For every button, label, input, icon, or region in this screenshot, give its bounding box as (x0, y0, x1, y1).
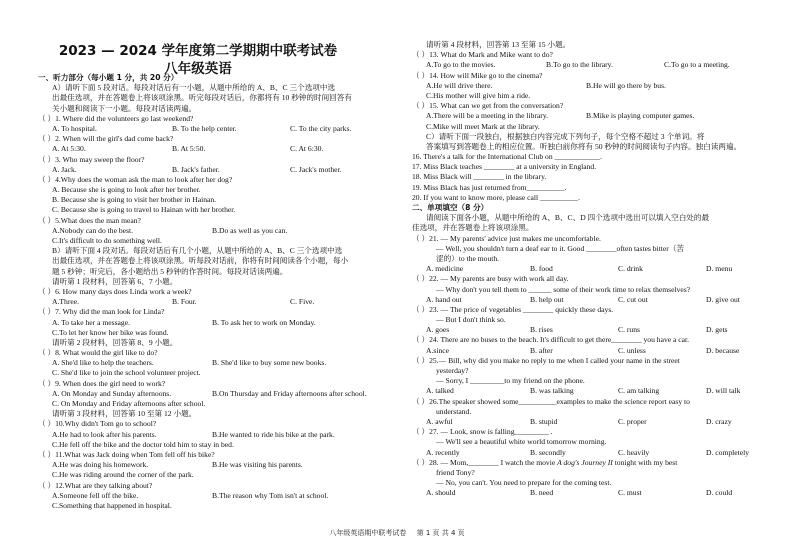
instruction-text: 请听第 1 段材料，回答第 6、7 小题。 (52, 276, 178, 286)
option-b: B. Four. (172, 297, 197, 307)
option-a: A.To go to the movies. (426, 60, 496, 70)
option-b: B.To go to the library. (546, 60, 613, 70)
question-stem: （ ）2. When will the girl's dad come back? (38, 134, 174, 144)
option-c: C. proper (618, 416, 647, 426)
option-c: C. At 6:30. (290, 144, 324, 154)
question-stem-continued: — No, you can't. You need to prepare for the coming test. (436, 478, 612, 488)
option-c: C. To the city parks. (290, 123, 352, 133)
option-a: A.He was doing his homework. (52, 460, 149, 470)
answer-options (38, 430, 390, 440)
answer-options (412, 295, 760, 305)
instruction-text: 请阅读下面各小题，从题中所给的 A、B、C、D 四个选项中选出可以填入空白处的最 (426, 213, 710, 223)
answer-options (412, 264, 760, 274)
option-b: B.He was visiting his parents. (212, 460, 303, 470)
option-d: D. give out (706, 294, 740, 304)
option-b: B. To ask her to work on Monday. (212, 317, 316, 327)
answer-options (412, 111, 760, 121)
option-d: D. could (706, 488, 733, 498)
question-stem: （ ）12.What are they talking about? (38, 480, 153, 490)
answer-option: C.His mother will give him a ride. (426, 90, 531, 100)
option-a: A.Nobody can do the best. (52, 225, 133, 235)
answer-options (38, 226, 390, 236)
option-b: B.He wanted to ride his bike at the park. (212, 429, 335, 439)
instruction-text: C）请听下面一段独白，根据独白内容完成下列句子，每个空格不超过 3 个单词。将 (426, 131, 705, 141)
footer-page-number: 第 1 页 共 4 页 (416, 529, 465, 537)
answer-option: C. She'd like to join the school volunteer project. (52, 368, 201, 378)
option-a: A. talked (426, 386, 454, 396)
instruction-text: 题 5 秒钟；听完后，各小题给出 5 秒钟的作答时间。每段对话读两遍。 (52, 266, 288, 276)
option-d: D. crazy (706, 416, 732, 426)
text-line: 佳选项，并在答题卷上将该项涂黑。 (412, 223, 534, 233)
answer-option: C.Mike will meet Mark at the library. (426, 121, 540, 131)
option-a: A. To hospital. (52, 123, 97, 133)
option-b: B.Do as well as you can. (212, 225, 288, 235)
option-c: C. heavily (618, 447, 650, 457)
question-stem: （ ）27. — Look, snow is falling_________ . (412, 427, 553, 437)
answer-option: C.Something that happened in hospital. (52, 500, 172, 510)
answer-options (412, 417, 760, 427)
option-c: C. am talking (618, 386, 660, 396)
stem-text: （ ）28. — Mom,________ I watch the movie (412, 457, 558, 467)
question-stem-continued: 涩的）to the mouth. (436, 253, 500, 263)
answer-options (38, 144, 390, 154)
question-stem: （ ）13. What do Mark and Mike want to do? (412, 50, 553, 60)
option-a: A. To take her a message. (52, 317, 130, 327)
option-d: D. gets (706, 325, 728, 335)
option-b: B. Jack's father. (172, 164, 220, 174)
instruction-text: 出最佳选项，并在答题卷上将该项涂黑。听完每段对话后，你都将有 10 秒钟的时间回答有 (52, 93, 352, 103)
option-a: A.There will be a meeting in the library. (426, 111, 549, 121)
option-b: B. food (530, 264, 553, 274)
question-stem: （ ）9. When does the girl need to work? (38, 378, 166, 388)
option-a: A.He will drive there. (426, 80, 493, 90)
option-a: A. recently (426, 447, 460, 457)
answer-option: C.It's difficult to do something well. (52, 236, 162, 245)
left-column (38, 73, 390, 511)
instruction-text: 请听第 4 段材料，回答第 13 至第 15 小题。 (426, 40, 571, 49)
answer-options (38, 389, 390, 399)
option-b: B. after (530, 345, 553, 355)
option-a: A. At 5:30. (52, 144, 86, 154)
movie-title: A dog's Journey II (557, 457, 613, 467)
question-stem: （ ）10.Why didn't Tom go to school? (38, 419, 157, 429)
option-a: A.Three. (52, 297, 79, 307)
page-footer (0, 528, 794, 538)
answer-option: B. Because she is going to visit her brother in Hainan. (52, 195, 217, 205)
stem-text: tonight with my best (612, 457, 678, 467)
instruction-text: 请听第 2 段材料，回答第 8、9 小题。 (52, 337, 178, 347)
answer-options (38, 318, 390, 328)
option-c: C. Jack's mother. (290, 164, 342, 174)
answer-options (38, 460, 390, 470)
question-stem: （ ）24. There are no buses to the beach. It's difficult to get there________ you have a car. (412, 335, 690, 345)
option-d: D. will talk (706, 386, 741, 396)
instruction-text: A）请听下面 5 段对话。每段对话后有一小题，从题中所给的 A、B、C 三个选项中选 (52, 83, 336, 93)
instruction-text: 关小题和阅读下一小题。每段对话读两遍。 (52, 103, 197, 113)
option-b: B. secondly (530, 447, 566, 457)
option-b: B.He will go there by bus. (586, 80, 666, 90)
option-c: C. unless (618, 345, 646, 355)
answer-option: C. On Monday and Friday afternoons after school. (52, 399, 206, 408)
question-stem-continued: — We'll see a beautiful white world tomorrow morning. (436, 437, 607, 447)
option-b: B. She'd like to buy some new books. (212, 358, 327, 368)
option-b: B. stupid (530, 416, 558, 426)
option-a: A.Someone fell off the bike. (52, 490, 139, 500)
answer-options (38, 297, 390, 307)
option-d: D. because (706, 345, 740, 355)
option-b: B. At 5:50. (172, 144, 206, 154)
question-stem-continued: yesterday? (436, 366, 469, 375)
option-b: B. rises (530, 325, 553, 335)
question-stem-continued: — Why don't you tell them to ______ some of their work time to relax themselves? (436, 284, 691, 294)
text-line: 17. Miss Black teaches ________ at a university in England. (412, 162, 597, 172)
answer-option: C.He fell off the bike and the doctor told him to stay in bed. (52, 439, 234, 449)
question-stem: （ ）5.What does the man mean? (38, 215, 141, 225)
question-stem: （ ）3. Who may sweep the floor? (38, 154, 145, 164)
option-a: A. medicine (426, 264, 464, 274)
answer-option: C.To let her know her bike was found. (52, 327, 169, 337)
option-b: B.The reason why Tom isn't at school. (212, 490, 329, 500)
option-c: C. runs (618, 325, 640, 335)
question-stem: （ ）15. What can we get from the conversation? (412, 101, 564, 111)
option-c: C. Five. (290, 297, 315, 307)
question-stem: （ ）4.Why does the woman ask the man to look after her dog? (38, 174, 233, 184)
exam-title: 2023 — 2024 学年度第二学期期中联考试卷 (58, 43, 338, 59)
question-stem-continued: — But I don't think so. (436, 315, 506, 325)
option-c: C. must (618, 488, 642, 498)
question-stem: （ ）7. Why did the man look for Linda? (38, 307, 165, 317)
question-stem: （ ）22. — My parents are busy with work all day. (412, 274, 569, 284)
answer-options (38, 491, 390, 501)
option-d: D. menu (706, 264, 733, 274)
section-heading: 二、单项填空（8 分） (412, 203, 489, 212)
option-a: A. should (426, 488, 456, 498)
question-stem: （ ）1. Where did the volunteers go last weekend? (38, 113, 194, 123)
question-stem-continued: friend Tony? (436, 467, 475, 477)
section-heading: 一、听力部分（每小题 1 分，共 20 分） (38, 73, 179, 82)
instruction-text: 答案填写到答题卷上的相应位置。听独白前你将有 50 秒钟的时间阅读句子内容。独白读两遍。 (426, 141, 742, 151)
option-a: A.since (426, 345, 449, 355)
option-b: B.On Thursday and Friday afternoons after school. (212, 388, 367, 398)
question-stem: （ ）8. What would the girl like to do? (38, 348, 158, 358)
option-b: B. To the help center. (172, 123, 237, 133)
text-line: 16. There's a talk for the International Club on ____________. (412, 152, 602, 162)
footer-title: 八年级英语期中联考试卷 (329, 529, 407, 537)
option-b: B.Mike is playing computer games. (586, 111, 695, 121)
question-stem: （ ）25.— Bill, why did you make no reply to me when I called your name in the street (412, 355, 680, 365)
question-stem: （ ）11.What was Jack doing when Tom fell off his bike? (38, 449, 215, 459)
option-c: C. drink (618, 264, 643, 274)
answer-options (412, 325, 760, 335)
instruction-text: 出最佳选项，并在答题卷上将该项涂黑。听每段对话前，你将有时间阅读各个小题，每小 (52, 256, 349, 266)
answer-options (412, 386, 760, 396)
instruction-text: 请听第 3 段材料，回答第 10 至第 12 小题。 (52, 409, 197, 419)
answer-options (38, 165, 390, 175)
option-a: A.He had to look after his parents. (52, 429, 157, 439)
answer-options (412, 488, 760, 498)
answer-option: C. Because she is going to travel to Hainan with her brother. (52, 205, 236, 215)
answer-options (412, 81, 760, 91)
answer-options (412, 346, 760, 356)
question-stem: （ ）23. — The price of vegetables ________ quickly these days. (412, 304, 614, 314)
option-a: A. On Monday and Sunday afternoons. (52, 388, 172, 398)
option-a: A. goes (426, 325, 450, 335)
answer-option: C.He was riding around the corner of the park. (52, 470, 194, 480)
question-stem: （ ）14. How will Mike go to the cinema? (412, 70, 543, 80)
answer-options (412, 60, 760, 70)
answer-options (38, 358, 390, 368)
option-d: D. completely (706, 447, 750, 457)
option-a: A. hand out (426, 294, 462, 304)
instruction-text: B）请听下面 4 段对话。每段对话后有几个小题，从题中所给的 A、B、C 三个选项中选 (52, 246, 343, 256)
option-c: C.To go to a meeting. (664, 60, 730, 70)
option-b: B. was talking (530, 386, 574, 396)
question-stem: （ ）21. — My parents' advice just makes me uncomfortable. (412, 233, 601, 243)
question-stem-continued: — Sorry, I _________to my friend on the phone. (436, 376, 585, 386)
exam-subtitle: 八年级英语 (164, 61, 232, 77)
question-stem: （ ）6. How many days does Linda work a week? (38, 286, 192, 296)
text-line: 18. Miss Black will ________ in the library. (412, 172, 547, 182)
option-a: A. awful (426, 416, 453, 426)
answer-options (38, 124, 390, 134)
option-a: A. Jack. (52, 164, 77, 174)
option-a: A. She'd like to help the teachers. (52, 358, 154, 368)
text-line: 20. If you want to know more, please call __________. (412, 192, 580, 202)
question-stem (412, 458, 760, 468)
answer-option: A. Because she is going to look after her brother. (52, 185, 201, 195)
option-b: B. help out (530, 294, 564, 304)
question-stem-continued: understand. (436, 406, 472, 416)
question-stem-continued: — Well, you shouldn't turn a deaf ear to it. Good ________often tastes bitter（苦 (436, 243, 685, 253)
text-line: 19. Miss Black has just returned from__________. (412, 182, 567, 192)
right-column (412, 40, 760, 498)
answer-options (412, 448, 760, 458)
question-stem: （ ）26.The speaker showed some__________examples to make the science report easy to (412, 396, 690, 406)
option-c: C. cut out (618, 294, 648, 304)
option-b: B. need (530, 488, 554, 498)
